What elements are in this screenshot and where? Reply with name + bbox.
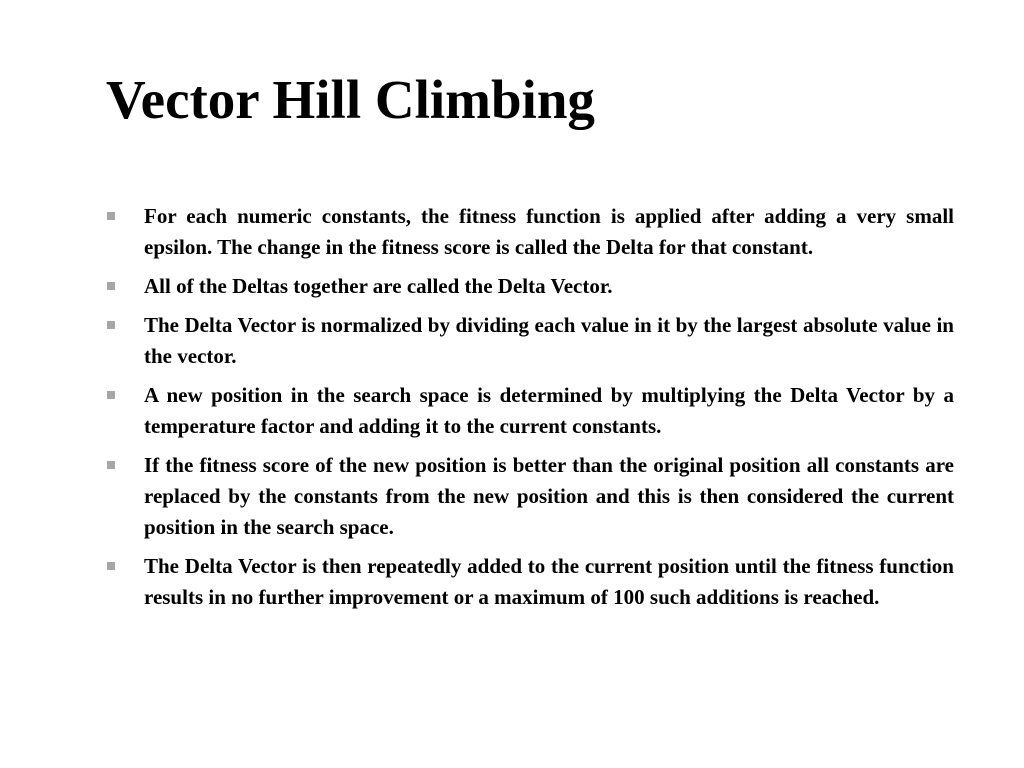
bullet-text: The Delta Vector is normalized by dividing each value in it by the largest absolute value in the vector. [144, 313, 954, 368]
bullet-item [104, 380, 954, 442]
square-bullet-icon [107, 391, 115, 399]
bullet-text: For each numeric constants, the fitness function is applied after adding a very small epsilon. The change in the fitness score is called the Delta for that constant. [144, 204, 954, 259]
bullet-item [104, 310, 954, 372]
bullet-list [104, 201, 954, 621]
bullet-text: All of the Deltas together are called the Delta Vector. [144, 274, 613, 298]
bullet-text: The Delta Vector is then repeatedly added to the current position until the fitness function results in no further improvement or a maximum of 100 such additions is reached. [144, 554, 954, 609]
square-bullet-icon [107, 212, 115, 220]
square-bullet-icon [107, 321, 115, 329]
bullet-text: If the fitness score of the new position is better than the original position all constants are replaced by the constants from the new position and this is then considered the current position in the search space. [144, 453, 954, 539]
square-bullet-icon [107, 562, 115, 570]
bullet-item [104, 201, 954, 263]
bullet-item [104, 450, 954, 543]
bullet-item [104, 551, 954, 613]
bullet-item [104, 271, 954, 302]
square-bullet-icon [107, 461, 115, 469]
square-bullet-icon [107, 282, 115, 290]
slide-title: Vector Hill Climbing [106, 69, 595, 130]
bullet-text: A new position in the search space is determined by multiplying the Delta Vector by a temperature factor and adding it to the current constants. [144, 383, 954, 438]
